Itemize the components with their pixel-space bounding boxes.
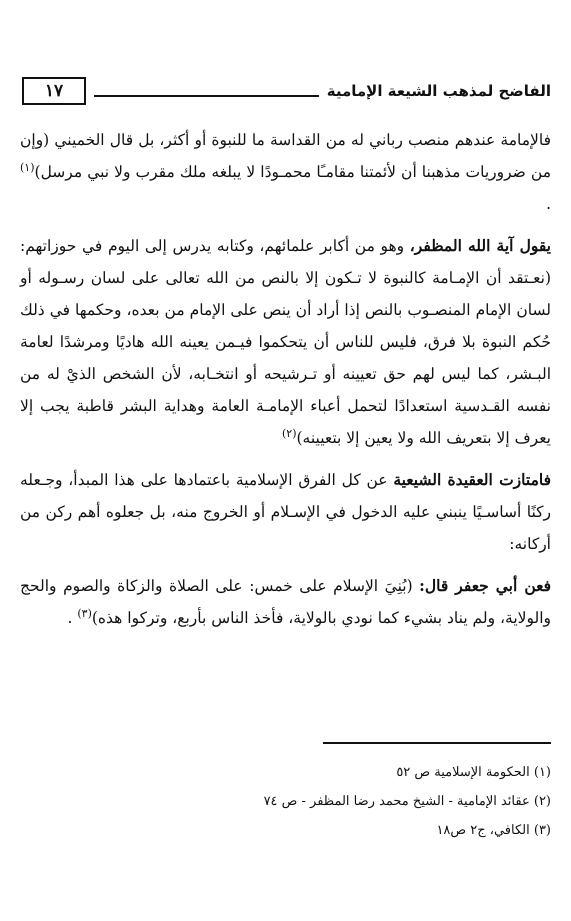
page-number: ١٧ [22,77,86,105]
paragraph-text: فالإمامة عندهم منصب رباني له من القداسة ما للنبوة أو أكثر، بل قال الخميني (وإن من ضروريات مذهبنا أن لأئمتنا مقامـًا محمـودًا لا يبلغه ملك مقرب ولا نبي مرسل) [20,131,551,181]
footnote-2: (٢) عقائد الإمامية - الشيخ محمد رضا المظفر - ص ٧٤ [263,794,551,809]
paragraph-3 [20,464,551,560]
paragraph-text: وهو من أكابر علمائهم، وكتابه يدرس إلى اليوم في حوزاتهم: (نعـتقد أن الإمـامة كالنبوة لا تـكون إلا بالنص من الله تعالى على لسان رسـوله أو لسان الإمام المنصـوب بالنص إذا أراد أن ينص على الإمام من بعده، وحكمها في ذلك حُكم النبوة بلا فرق، فليس للناس أن يتحكموا فيـمن يعينه الله هاديًا ومرشدًا لعامة البـشر، كما ليس لهم حق تعيينه أو تـرشيحه أو انتخـابه، لأن الشخص الذيْ له من نفسه القـدسية استعدادًا لتحمل أعباء الإمامـة العامة وهداية البشر قاطبة يجب إلا يعرف إلا بتعريف الله ولا يعين إلا بتعيينه) [20,237,551,447]
paragraph-2 [20,230,551,454]
paragraph-4 [20,570,551,634]
paragraph-1 [20,124,551,220]
paragraph-text: عن كل الفرق الإسلامية باعتمادها على هذا المبدأ، وجـعله ركنًا أساسـيًا ينبني عليه الدخول في الإسـلام أو الخروج منه، بل جعلوه أهم ركن من أركانه: [20,471,551,553]
paragraph-text: (بُنِيَ الإسلام على خمس: على الصلاة والزكاة والصوم والحج والولاية، ولم يناد بشيء كما نودي بالولاية، فأخذ الناس بأربع، وتركوا هذه) [20,577,551,627]
footnote-3: (٣) الكافي، ج٢ ص١٨ [436,823,551,838]
footnote-ref-2: (٢) [281,426,297,440]
footnote-separator [323,742,551,744]
footnotes [20,758,551,845]
paragraph-tail: . [546,195,551,213]
footnote-ref-1: (١) [20,160,35,174]
page-header [22,76,551,106]
paragraph-lead: يقول آية الله المظفر، [409,236,551,255]
paragraph-tail: . [67,609,78,627]
body-text [20,124,551,634]
paragraph-lead: فعن أبي جعفر قال: [419,576,552,595]
footnote-ref-3: (٣) [77,606,92,620]
paragraph-lead: فامتازت العقيدة الشيعية [393,470,552,489]
footnote-1: (١) الحكومة الإسلامية ص ٥٢ [396,765,551,780]
running-title: الفاضح لمذهب الشيعة الإمامية [326,82,551,100]
header-rule [94,95,319,97]
